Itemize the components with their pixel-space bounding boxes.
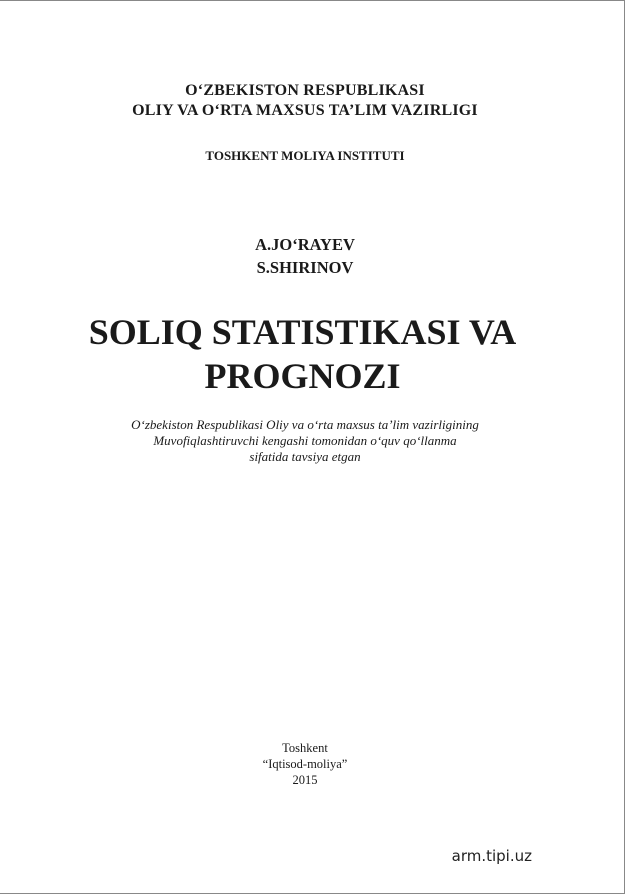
recommendation-line-3: sifatida tavsiya etgan	[249, 449, 361, 464]
author-2: S.SHIRINOV	[256, 258, 354, 277]
author-1: A.JO‘RAYEV	[255, 235, 355, 254]
book-title-line-1: SOLIQ STATISTIKASI VA	[88, 312, 517, 352]
book-title-line-2: PROGNOZI	[204, 356, 401, 396]
imprint-year: 2015	[292, 773, 318, 787]
book-title	[0, 310, 605, 398]
watermark-link[interactable]: arm.tipi.uz	[451, 847, 532, 865]
authors	[0, 233, 610, 279]
recommendation-line-2: Muvofiqlashtiruvchi kengashi tomonidan o‘quv qo‘llanma	[153, 433, 457, 448]
recommendation-note	[0, 417, 610, 465]
imprint-city: Toshkent	[282, 741, 328, 755]
imprint	[0, 740, 610, 788]
institute-name: TOSHKENT MOLIYA INSTITUTI	[205, 148, 405, 163]
imprint-publisher: “Iqtisod-moliya”	[262, 757, 348, 771]
recommendation-line-1: O‘zbekiston Respublikasi Oliy va o‘rta maxsus ta’lim vazirligining	[131, 417, 479, 432]
ministry-line-2: OLIY VA O‘RTA MAXSUS TA’LIM VAZIRLIGI	[132, 102, 478, 119]
ministry-header	[0, 81, 610, 121]
ministry-line-1: O‘ZBEKISTON RESPUBLIKASI	[185, 82, 425, 99]
